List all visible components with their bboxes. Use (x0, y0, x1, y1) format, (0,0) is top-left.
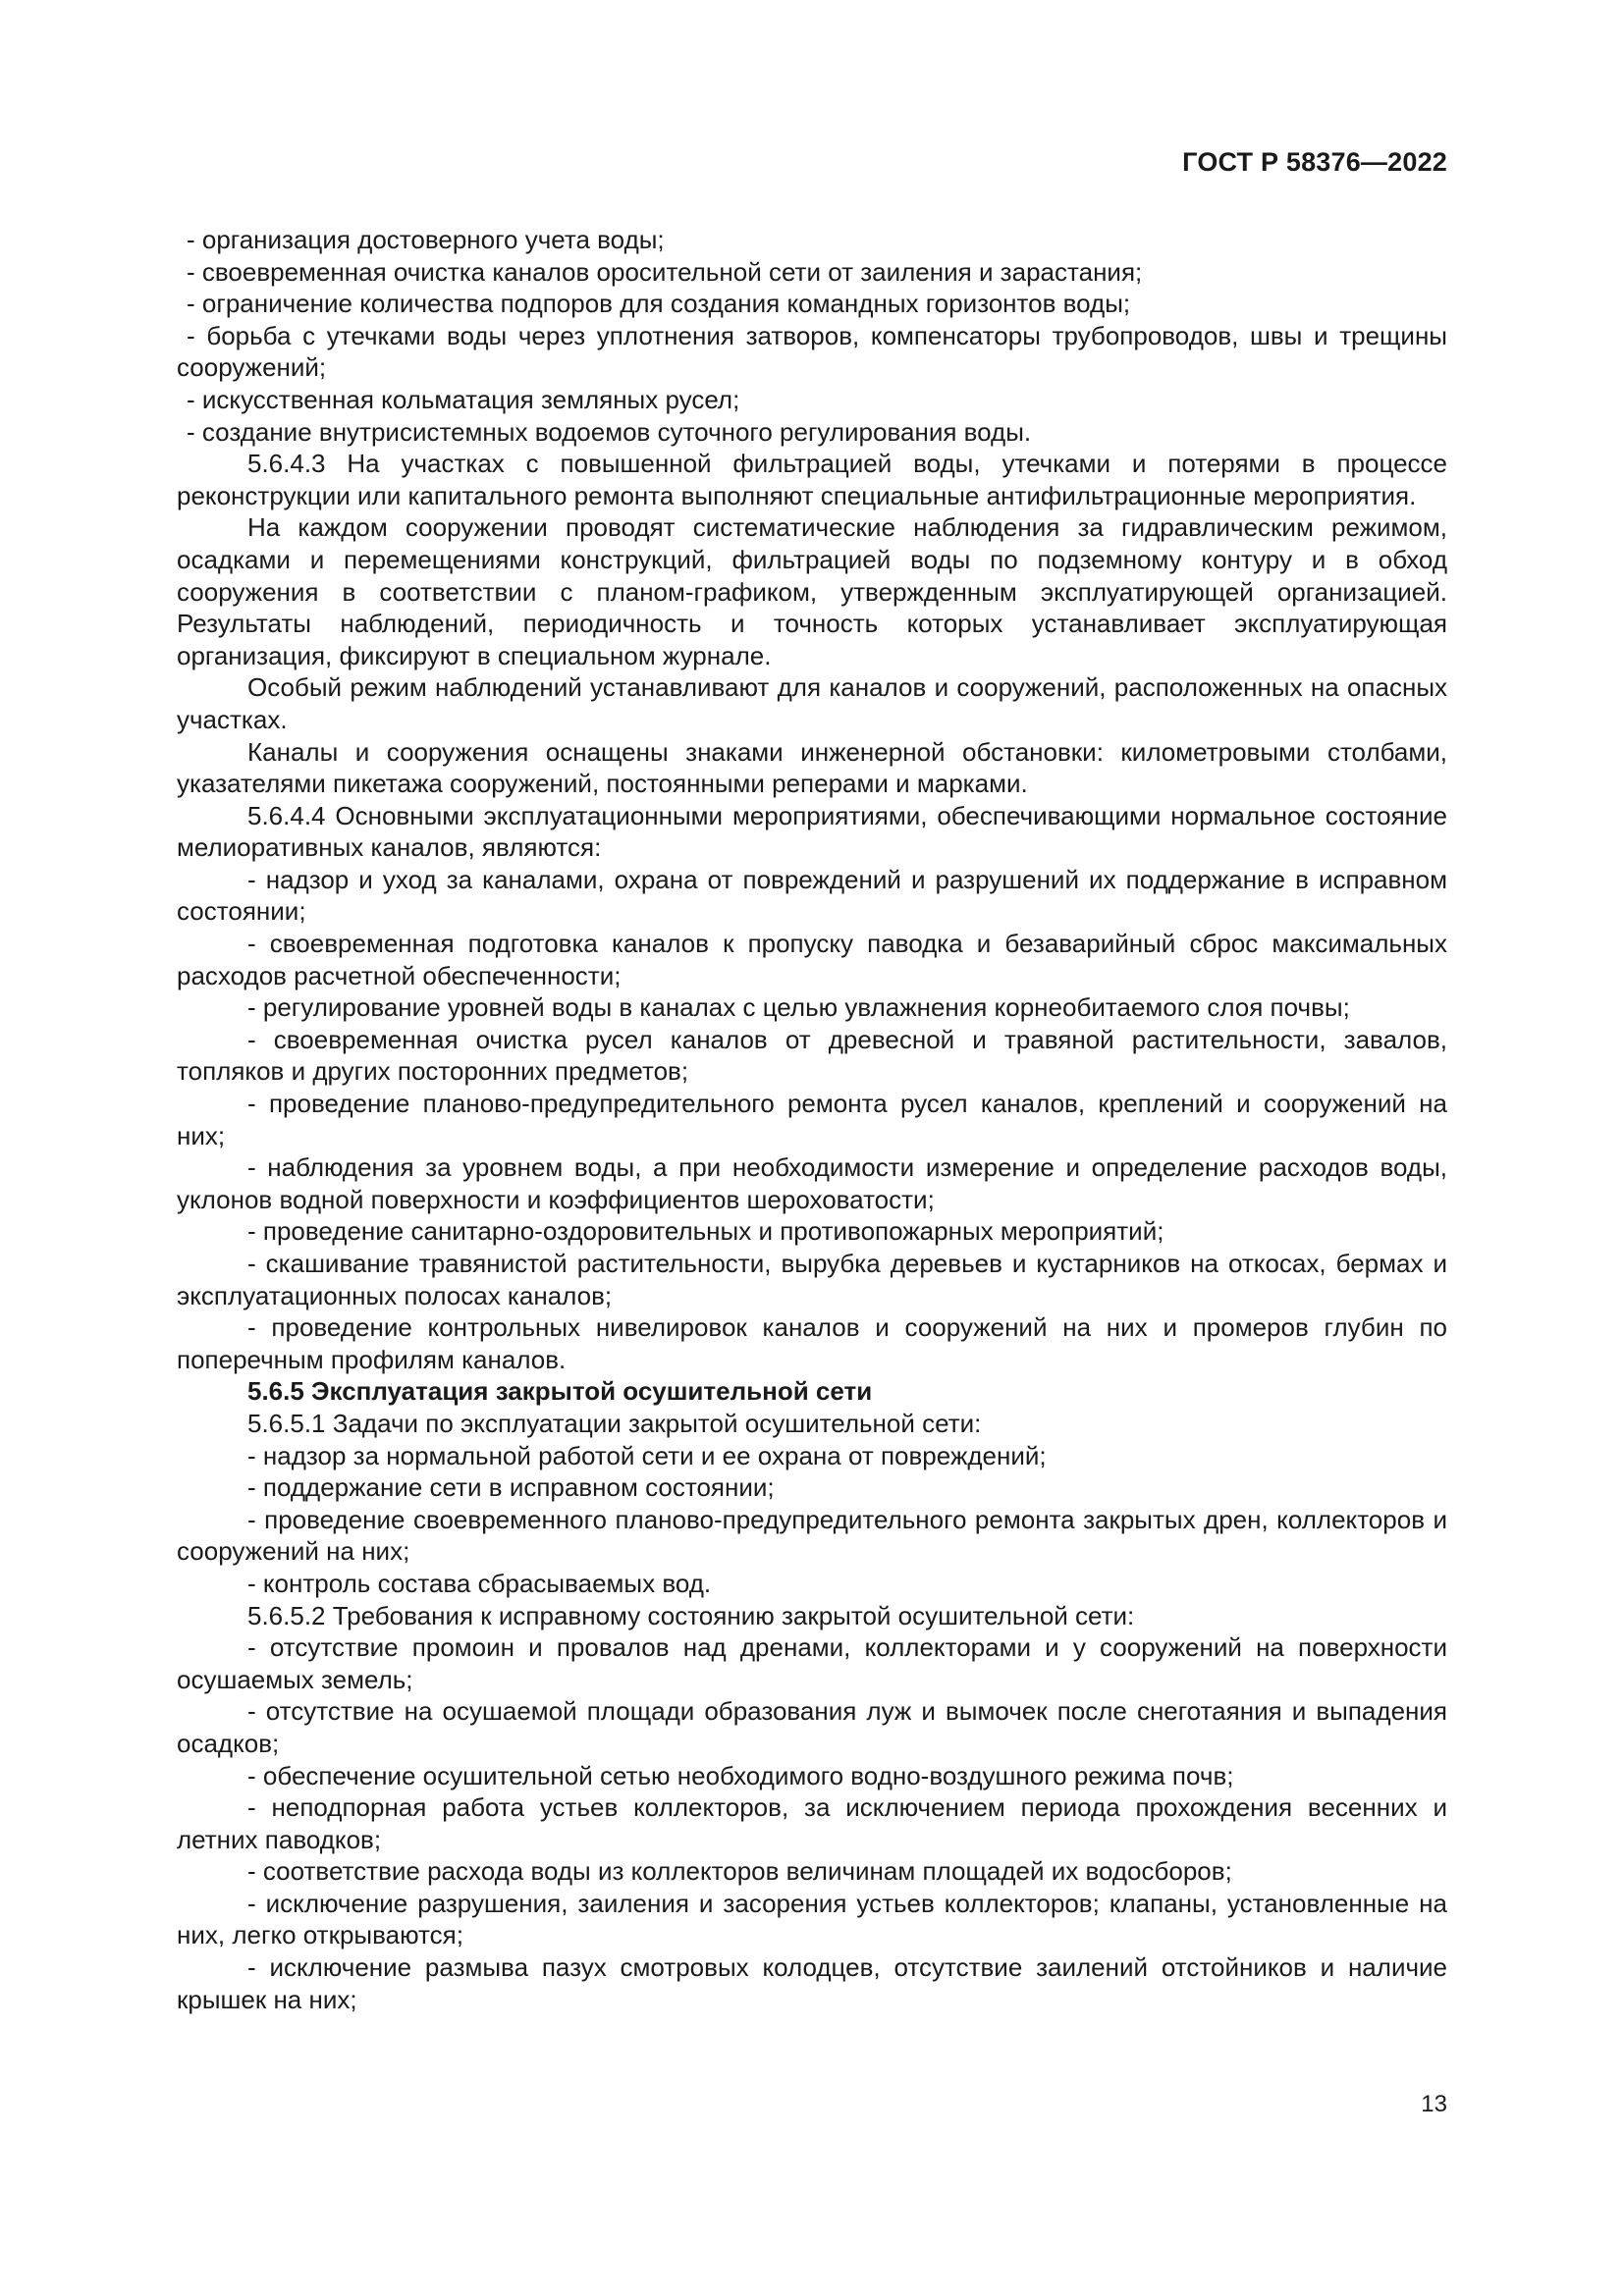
paragraph: - обеспечение осушительной сетью необходимого водно-воздушного режима почв; (247, 1760, 1234, 1790)
paragraph: 5.6.4.4 Основными эксплуатационными мероприятиями, обеспечивающими нормальное состояние мелиоративных каналов, являются: (177, 800, 1447, 863)
paragraph: - надзор и уход за каналами, охрана от повреждений и разрушений их поддержание в исправном состоянии; (177, 864, 1447, 927)
paragraph: - исключение размыва пазух смотровых колодцев, отсутствие заилений отстойников и наличие крышек на них; (177, 1952, 1447, 2014)
paragraph: - проведение планово-предупредительного ремонта русел каналов, креплений и сооружений на них; (177, 1089, 1447, 1150)
paragraph: - контроль состава сбрасываемых вод. (247, 1568, 712, 1598)
document-standard-header: ГОСТ Р 58376—2022 (1182, 147, 1447, 177)
paragraph: - своевременная очистка каналов оросительной сети от заиления и зарастания; (187, 256, 1143, 287)
paragraph: - отсутствие промоин и провалов над дренами, коллекторами и у сооружений на поверхности осушаемых земель; (177, 1632, 1447, 1694)
paragraph: 5.6.5.1 Задачи по эксплуатации закрытой осушительной сети: (247, 1408, 982, 1438)
paragraph: - создание внутрисистемных водоемов суточного регулирования воды. (187, 416, 1032, 447)
document-body (177, 224, 1447, 2015)
paragraph: Каналы и сооружения оснащены знаками инженерной обстановки: километровыми столбами, указателями пикетажа сооружений, постоянными реперами и марками. (177, 736, 1447, 799)
paragraph: - наблюдения за уровнем воды, а при необходимости измерение и определение расходов воды, уклонов водной поверхности и коэффициентов шероховатости; (177, 1152, 1447, 1214)
paragraph: 5.6.5.2 Требования к исправному состоянию закрытой осушительной сети: (247, 1600, 1135, 1630)
paragraph: На каждом сооружении проводят систематические наблюдения за гидравлическим режимом, осадками и перемещениями конструкций, фильтрацией воды по подземному контуру и в обход сооружения в соответствии с планом-графиком, утвержденным эксплуатирующей организацией. Результаты наблюдений, периодичность и точность которых устанавливает эксплуатирующая организация, фиксируют в специальном журнале. (177, 512, 1447, 670)
paragraph: - соответствие расхода воды из коллекторов величинам площадей их водосборов; (247, 1856, 1232, 1887)
paragraph: - проведение санитарно-оздоровительных и противопожарных мероприятий; (247, 1216, 1164, 1247)
paragraph: - своевременная подготовка каналов к пропуску паводка и безаварийный сброс максимальных расходов расчетной обеспеченности; (177, 929, 1447, 990)
paragraph: 5.6.4.3 На участках с повышенной фильтрацией воды, утечками и потерями в процессе реконструкции или капитального ремонта выполняют специальные антифильтрационные мероприятия. (177, 449, 1447, 510)
paragraph: - организация достоверного учета воды; (187, 225, 665, 254)
paragraph: Особый режим наблюдений устанавливают для каналов и сооружений, расположенных на опасных участках. (177, 672, 1447, 734)
paragraph: - проведение контрольных нивелировок каналов и сооружений на них и промеров глубин по поперечным профилям каналов. (177, 1312, 1447, 1374)
paragraph: - регулирование уровней воды в каналах с целью увлажнения корнеобитаемого слоя почвы; (247, 992, 1350, 1023)
paragraph: - поддержание сети в исправном состоянии; (247, 1472, 775, 1503)
paragraph: - скашивание травянистой растительности, вырубка деревьев и кустарников на откосах, бермах и эксплуатационных полосах каналов; (177, 1249, 1447, 1310)
paragraph: - ограничение количества подпоров для создания командных горизонтов воды; (187, 289, 1131, 319)
paragraph: - своевременная очистка русел каналов от древесной и травяной растительности, завалов, топляков и других посторонних предметов; (177, 1024, 1447, 1087)
paragraph: - надзор за нормальной работой сети и ее охрана от повреждений; (247, 1440, 1047, 1470)
paragraph: - отсутствие на осушаемой площади образования луж и вымочек после снеготаяния и выпадения осадков; (177, 1696, 1447, 1758)
paragraph: - проведение своевременного планово-предупредительного ремонта закрытых дрен, коллекторов и сооружений на них; (177, 1504, 1447, 1567)
section-heading: 5.6.5 Эксплуатация закрытой осушительной сети (247, 1376, 873, 1407)
paragraph: - борьба с утечками воды через уплотнения затворов, компенсаторы трубопроводов, швы и трещины сооружений; (177, 320, 1447, 383)
paragraph: - исключение разрушения, заиления и засорения устьев коллекторов; клапаны, установленные на них, легко открываются; (177, 1888, 1447, 1950)
paragraph: - искусственная кольматация земляных русел; (187, 384, 740, 414)
page-number: 13 (1421, 2091, 1447, 2117)
paragraph: - неподпорная работа устьев коллекторов, за исключением периода прохождения весенних и летних паводков; (177, 1792, 1447, 1854)
